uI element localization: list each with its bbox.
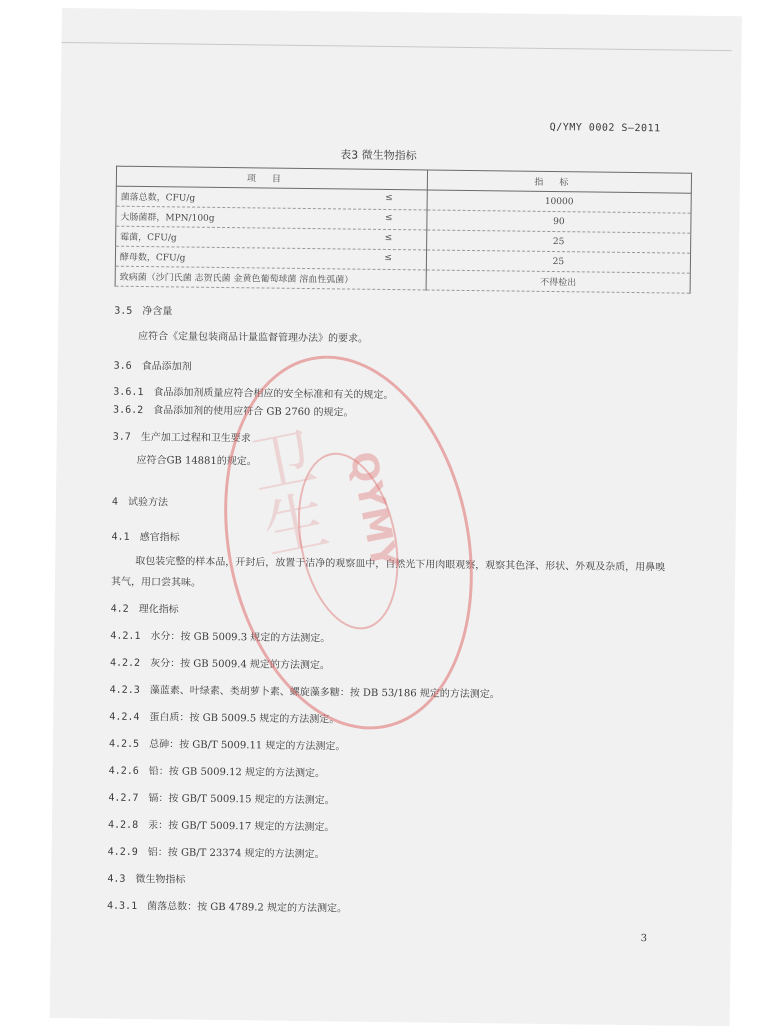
section-heading: 4.3 微生物指标	[107, 873, 186, 886]
microbial-table	[115, 166, 692, 294]
standard-number: Q/YMY 0002 S—2011	[549, 121, 661, 135]
col-header-item: 项目	[116, 166, 427, 190]
item-label: 霉菌，CFU/g	[120, 232, 177, 244]
page-number: 3	[640, 933, 648, 945]
le-symbol: ≤	[384, 252, 393, 264]
clause: 4.2.9 铝：按 GB/T 23374 规定的方法测定。	[107, 846, 325, 861]
item-label: 大肠菌群，MPN/100g	[120, 212, 215, 224]
clause: 4.2.1 水分：按 GB 5009.3 规定的方法测定。	[110, 630, 331, 645]
section-heading: 4.2 理化指标	[110, 603, 179, 616]
clause: 4.3.1 菌落总数：按 GB 4789.2 规定的方法测定。	[106, 900, 348, 915]
table-cell-value: 不得检出	[426, 270, 690, 293]
paragraph: 应符合GB 14881的规定。	[136, 454, 257, 468]
header-rule	[62, 42, 732, 51]
seal-code: QYMY	[341, 448, 405, 573]
section-heading: 4.1 感官指标	[111, 531, 180, 544]
item-label: 菌落总数，CFU/g	[120, 192, 196, 204]
table-cell	[115, 266, 426, 290]
paragraph: 应符合《定量包装商品计量监督管理办法》的要求。	[137, 330, 369, 345]
clause: 4.2.7 镉：按 GB/T 5009.15 规定的方法测定。	[108, 792, 335, 807]
clause: 4.2.4 蛋白质：按 GB 5009.5 规定的方法测定。	[109, 711, 340, 726]
col-header-value: 指标	[427, 170, 691, 193]
table-cell-value: 25	[426, 250, 690, 273]
section-heading: 3.6 食品添加剂	[113, 360, 192, 373]
le-symbol: ≤	[384, 212, 393, 224]
table-cell-value: 90	[427, 210, 691, 233]
le-symbol: ≤	[385, 192, 393, 204]
clause: 4.2.8 汞：按 GB/T 5009.17 规定的方法测定。	[107, 819, 335, 834]
paragraph: 取包装完整的样本品，开封后，放置于洁净的观察皿中，自然光下用肉眼观察，观察其色泽、形状、外观及杂质，用鼻嗅其气，用口尝其味。	[110, 555, 666, 589]
clause: 3.6.2 食品添加剂的使用应符合 GB 2760 的规定。	[113, 404, 354, 419]
item-label: 酵母数，CFU/g	[119, 252, 186, 264]
clause: 4.2.5 总砷：按 GB/T 5009.11 规定的方法测定。	[108, 738, 346, 753]
clause: 4.2.3 藻蓝素、叶绿素、类胡萝卜素、螺旋藻多糖：按 DB 53/186 规定的方法测定。	[109, 684, 500, 701]
table-caption: 表3 微生物指标	[340, 148, 417, 163]
document-page	[50, 8, 742, 1026]
clause: 3.6.1 食品添加剂质量应符合相应的安全标准和有关的规定。	[113, 386, 394, 402]
le-symbol: ≤	[384, 232, 393, 244]
section-heading: 3.7 生产加工过程和卫生要求	[112, 431, 251, 445]
clause: 4.2.6 铅：按 GB 5009.12 规定的方法测定。	[108, 765, 326, 780]
clause: 4.2.2 灰分：按 GB 5009.4 规定的方法测定。	[109, 657, 331, 672]
table-cell-value: 25	[427, 230, 691, 253]
table-cell-value: 10000	[427, 190, 691, 213]
seal-text: 卫生	[234, 422, 333, 563]
section-heading: 3.5 净含量	[114, 305, 173, 318]
item-label: 致病菌（沙门氏菌 志贺氏菌 金黄色葡萄球菌 溶血性弧菌）	[119, 272, 354, 286]
section-heading: 4 试验方法	[111, 496, 169, 509]
